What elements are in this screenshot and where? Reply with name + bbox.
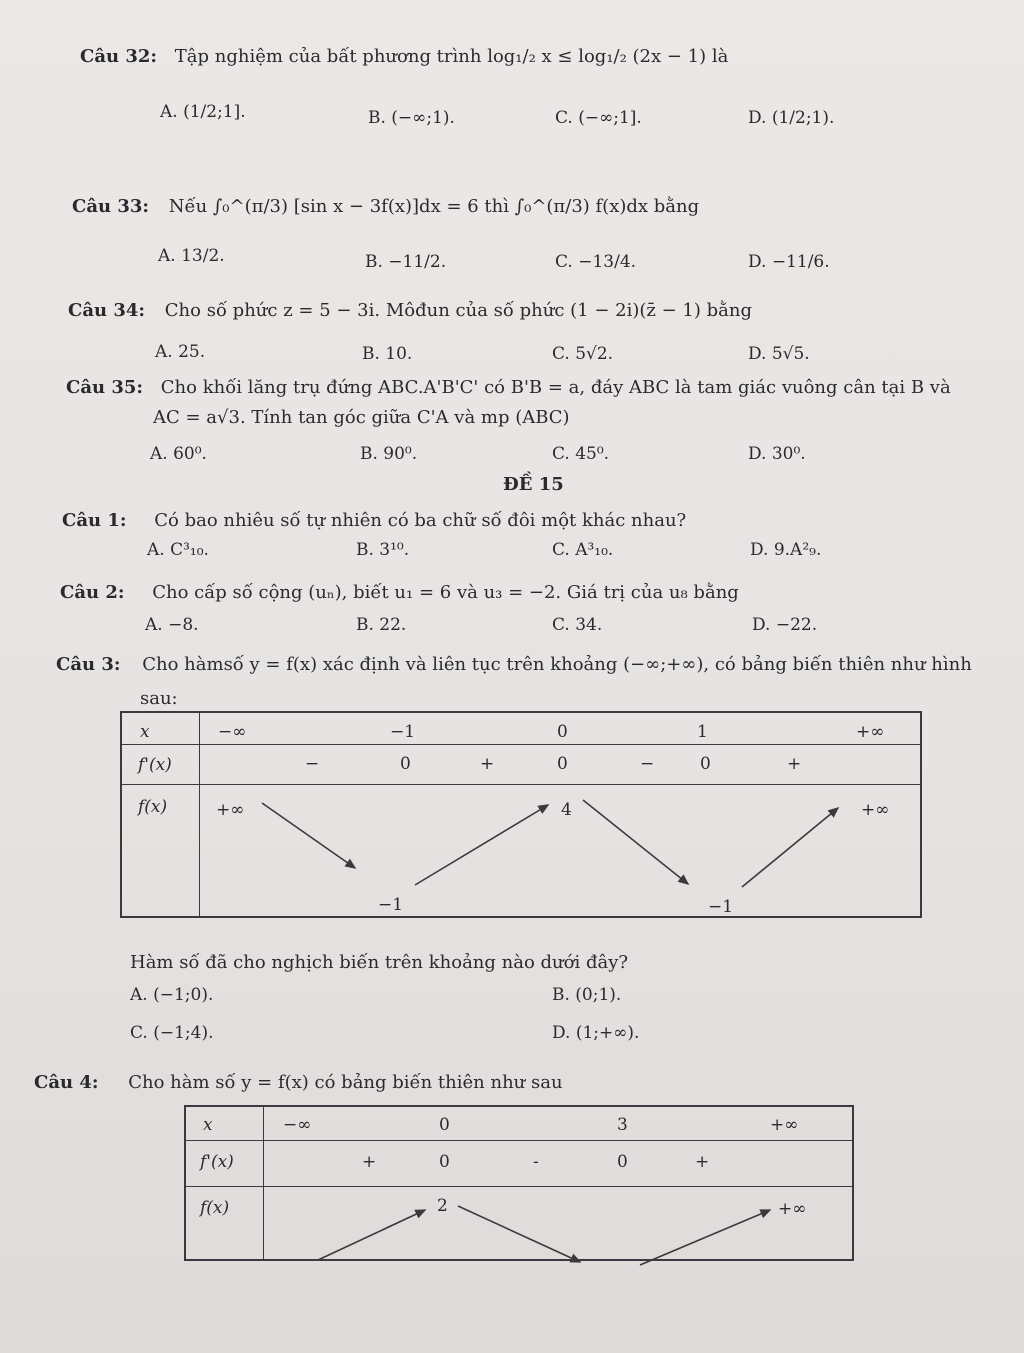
q4-text: Cho hàm số y = f(x) có bảng biến thiên như sau <box>128 1072 563 1093</box>
q34-option-b: B. 10. <box>362 344 413 364</box>
q3-line1: Cho hàmsố y = f(x) xác định và liên tục trên khoảng (−∞;+∞), có bảng biến thiên như hình <box>142 654 972 675</box>
q4-row-label-x: x <box>203 1115 213 1135</box>
q35-line2: AC = a√3. Tính tan góc giữa C'A và mp (ABC) <box>153 407 570 428</box>
q4-x-neg-inf: −∞ <box>283 1115 312 1135</box>
q34-option-c: C. 5√2. <box>552 344 614 364</box>
q35-line1: Cho khối lăng trụ đứng ABC.A'B'C' có B'B = a, đáy ABC là tam giác vuông cân tại B và <box>160 377 951 398</box>
q4-sign-2: 0 <box>439 1152 450 1172</box>
q3-arrow-up-1 <box>415 805 548 885</box>
q3-x-minus1: −1 <box>390 722 416 742</box>
q1-text: Có bao nhiêu số tự nhiên có ba chữ số đôi một khác nhau? <box>154 510 687 531</box>
q3-label: Câu 3: <box>56 654 121 675</box>
q3-option-c: C. (−1;4). <box>130 1023 214 1043</box>
q35-label: Câu 35: <box>66 377 144 398</box>
q3-row-label-fprime: f'(x) <box>138 755 172 775</box>
q4-table-col-divider <box>263 1105 264 1259</box>
q4-sign-3: - <box>533 1152 539 1172</box>
q3-x-pos-inf: +∞ <box>856 722 885 742</box>
q4-x-three: 3 <box>617 1115 628 1135</box>
q34-label: Câu 34: <box>68 300 146 321</box>
q3-arrow-down-1 <box>262 803 355 868</box>
q33-option-b: B. −11/2. <box>365 252 447 272</box>
q32-option-c: C. (−∞;1]. <box>555 108 642 128</box>
q4-sign-1: + <box>362 1152 377 1172</box>
q32-text: Tập nghiệm của bất phương trình log₁/₂ x ≤ log₁/₂ (2x − 1) là <box>174 46 729 67</box>
q4-f-max-2: 2 <box>437 1196 448 1216</box>
q2-option-d: D. −22. <box>752 615 818 635</box>
q33-label: Câu 33: <box>72 196 150 217</box>
q2-option-a: A. −8. <box>145 615 199 635</box>
q1-option-b: B. 3¹⁰. <box>356 540 410 560</box>
q4-sign-4: 0 <box>617 1152 628 1172</box>
q3-question: Hàm số đã cho nghịch biến trên khoảng nào dưới đây? <box>130 952 629 973</box>
q3-x-neg-inf: −∞ <box>218 722 247 742</box>
q3-option-b: B. (0;1). <box>552 985 622 1005</box>
q32-label: Câu 32: <box>80 46 158 67</box>
q3-sign-1: − <box>305 754 320 774</box>
q3-sign-5: − <box>640 754 655 774</box>
q1-label: Câu 1: <box>62 510 127 531</box>
q4-row-label-fprime: f'(x) <box>200 1152 234 1172</box>
q33-option-c: C. −13/4. <box>555 252 637 272</box>
q3-option-d: D. (1;+∞). <box>552 1023 640 1043</box>
q3-f-min-right: −1 <box>708 897 734 917</box>
q32-option-a: A. (1/2;1]. <box>160 102 246 122</box>
q3-sign-4: 0 <box>557 754 568 774</box>
q2-label: Câu 2: <box>60 582 125 603</box>
q1-option-d: D. 9.A²₉. <box>750 540 822 560</box>
q2-option-b: B. 22. <box>356 615 407 635</box>
q35-option-d: D. 30⁰. <box>748 444 806 464</box>
q33-option-d: D. −11/6. <box>748 252 830 272</box>
q32-option-d: D. (1/2;1). <box>748 108 835 128</box>
q3-x-one: 1 <box>697 722 708 742</box>
q34-option-d: D. 5√5. <box>748 344 810 364</box>
q3-f-right-inf: +∞ <box>861 800 890 820</box>
q3-f-min-left: −1 <box>378 895 404 915</box>
q4-sign-5: + <box>695 1152 710 1172</box>
q4-x-zero: 0 <box>439 1115 450 1135</box>
q35-option-c: C. 45⁰. <box>552 444 610 464</box>
q2-option-c: C. 34. <box>552 615 603 635</box>
q3-sign-3: + <box>480 754 495 774</box>
q3-sign-6: 0 <box>700 754 711 774</box>
q4-table-divider-1 <box>184 1140 852 1141</box>
q1-option-a: A. C³₁₀. <box>147 540 209 560</box>
q34-option-a: A. 25. <box>155 342 206 362</box>
q3-sign-2: 0 <box>400 754 411 774</box>
q3-row-label-f: f(x) <box>138 797 168 817</box>
section-title: ĐỀ 15 <box>503 474 564 495</box>
q3-sign-7: + <box>787 754 802 774</box>
q3-f-max-4: 4 <box>561 800 572 820</box>
q3-row-label-x: x <box>140 722 150 742</box>
q33-option-a: A. 13/2. <box>158 246 225 266</box>
q3-x-zero: 0 <box>557 722 568 742</box>
q34-text: Cho số phức z = 5 − 3i. Môđun của số phức (1 − 2i)(z̄ − 1) bằng <box>164 300 752 321</box>
q4-row-label-f: f(x) <box>200 1198 230 1218</box>
q3-line2: sau: <box>140 688 178 709</box>
q35-option-a: A. 60⁰. <box>150 444 207 464</box>
q4-label: Câu 4: <box>34 1072 99 1093</box>
q4-table-divider-2 <box>184 1186 852 1187</box>
q4-x-pos-inf: +∞ <box>770 1115 799 1135</box>
q3-f-left-inf: +∞ <box>216 800 245 820</box>
q2-text: Cho cấp số cộng (uₙ), biết u₁ = 6 và u₃ = −2. Giá trị của u₈ bằng <box>152 582 739 603</box>
q32-option-b: B. (−∞;1). <box>368 108 455 128</box>
q1-option-c: C. A³₁₀. <box>552 540 614 560</box>
q35-option-b: B. 90⁰. <box>360 444 418 464</box>
q3-arrow-down-2 <box>583 800 688 884</box>
q33-text: Nếu ∫₀^(π/3) [sin x − 3f(x)]dx = 6 thì ∫₀^(π/3) f(x)dx bằng <box>168 196 700 217</box>
q3-option-a: A. (−1;0). <box>130 985 214 1005</box>
q4-f-right-inf: +∞ <box>778 1199 807 1219</box>
q3-arrow-up-2 <box>742 808 838 887</box>
q4-stem <box>34 1072 563 1093</box>
